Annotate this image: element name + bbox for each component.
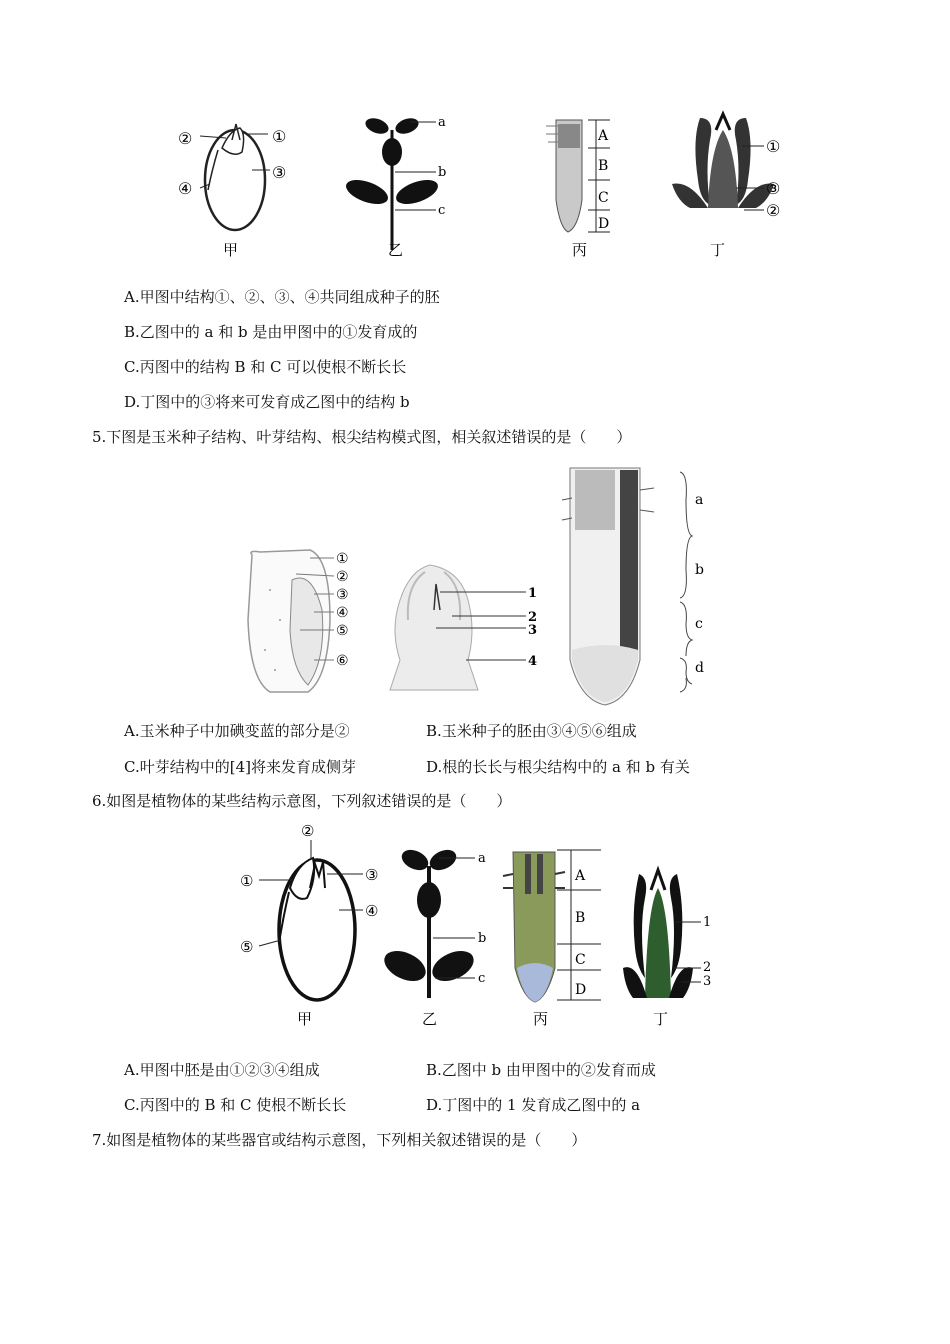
q6-seed-label-3: ③ — [365, 866, 379, 884]
q5-bud-label-4: 4 — [528, 654, 538, 669]
q6-root-label-B: B — [575, 910, 586, 926]
q6-caption-yi: 乙 — [422, 1010, 438, 1028]
bud-label-1: ① — [766, 137, 781, 156]
shoot-label-c: c — [438, 203, 446, 218]
root-label-C: C — [598, 190, 609, 206]
q6-seed-label-1: ① — [240, 872, 254, 890]
q6-caption-jia: 甲 — [297, 1010, 313, 1028]
shoot-diagram-q6 — [380, 846, 487, 998]
caption-bing: 丙 — [572, 241, 588, 259]
q6-option-a[interactable]: A.甲图中胚是由①②③④组成 — [124, 1061, 320, 1079]
bud-label-3: ③ — [766, 179, 781, 198]
q4-option-c[interactable]: C.丙图中的结构 B 和 C 可以使根不断长长 — [124, 358, 407, 376]
bean-seed-diagram — [178, 124, 286, 230]
root-label-D: D — [598, 216, 610, 232]
seed-label-3: ③ — [272, 163, 287, 182]
root-label-A: A — [598, 128, 609, 144]
corn-label-6: ⑥ — [336, 653, 349, 669]
q4-option-b[interactable]: B.乙图中的 a 和 b 是由甲图中的①发育成的 — [124, 323, 418, 341]
q6-shoot-label-c: c — [478, 971, 486, 986]
q5-root-label-a: a — [695, 492, 704, 508]
leaf-bud-diagram — [672, 114, 780, 220]
q6-root-label-C: C — [575, 952, 586, 968]
q6-shoot-label-a: a — [478, 851, 486, 866]
leaf-bud-diagram-q5 — [390, 565, 537, 690]
q6-seed-label-4: ④ — [365, 902, 379, 920]
corn-label-5: ⑤ — [336, 623, 349, 639]
q6-bud-label-1: 1 — [703, 915, 712, 930]
q6-option-d[interactable]: D.丁图中的 1 发育成乙图中的 a — [426, 1096, 641, 1114]
q6-option-b[interactable]: B.乙图中 b 由甲图中的②发育而成 — [426, 1061, 656, 1079]
q6-seed-label-2: ② — [301, 822, 315, 840]
shoot-diagram — [343, 115, 446, 250]
q5-bud-label-1: 1 — [528, 586, 538, 601]
leaf-bud-diagram-q6 — [623, 870, 711, 998]
root-tip-diagram-q6 — [503, 850, 601, 1002]
q6-root-label-D: D — [575, 982, 587, 998]
corn-seed-diagram — [248, 550, 349, 692]
q5-root-label-c: c — [695, 616, 703, 632]
shoot-label-a: a — [438, 115, 446, 130]
caption-ding: 丁 — [710, 241, 726, 259]
q4-option-d[interactable]: D.丁图中的③将来可发育成乙图中的结构 b — [124, 393, 410, 411]
corn-label-2: ② — [336, 569, 349, 585]
q6-bud-label-3: 3 — [703, 974, 712, 989]
q6-shoot-label-b: b — [478, 931, 487, 946]
q6-seed-label-5: ⑤ — [240, 938, 254, 956]
q5-root-label-b: b — [695, 562, 704, 578]
seed-label-4: ④ — [178, 179, 193, 198]
q6-bud-label-2: 2 — [703, 960, 712, 975]
corn-label-3: ③ — [336, 587, 349, 603]
q5-option-c[interactable]: C.叶芽结构中的[4]将来发育成侧芽 — [124, 758, 356, 776]
q6-caption-bing: 丙 — [533, 1010, 549, 1028]
corn-label-1: ① — [336, 551, 349, 567]
shoot-label-b: b — [438, 165, 447, 180]
q7-stem: 7.如图是植物体的某些器官或结构示意图，下列相关叙述错误的是（ ） — [92, 1131, 587, 1149]
root-tip-diagram-q5 — [562, 468, 704, 705]
q5-bud-label-3: 3 — [528, 623, 538, 638]
q5-stem: 5.下图是玉米种子结构、叶芽结构、根尖结构模式图，相关叙述错误的是（ ） — [92, 428, 632, 446]
bud-label-2: ② — [766, 201, 781, 220]
caption-yi: 乙 — [388, 241, 404, 259]
q6-root-label-A: A — [575, 868, 586, 884]
root-label-B: B — [598, 158, 609, 174]
seed-label-1: ① — [272, 127, 287, 146]
root-tip-diagram — [546, 120, 610, 232]
seed-label-2: ② — [178, 129, 193, 148]
bean-seed-diagram-q6 — [240, 822, 378, 1000]
q5-option-a[interactable]: A.玉米种子中加碘变蓝的部分是② — [124, 722, 350, 740]
caption-jia: 甲 — [223, 241, 239, 259]
q6-option-c[interactable]: C.丙图中的 B 和 C 使根不断长长 — [124, 1096, 347, 1114]
q5-root-label-d: d — [695, 660, 704, 676]
corn-label-4: ④ — [336, 605, 349, 621]
figure-1 — [170, 110, 790, 270]
q5-bud-label-2: 2 — [528, 610, 538, 625]
q6-caption-ding: 丁 — [653, 1010, 669, 1028]
q4-option-a[interactable]: A.甲图中结构①、②、③、④共同组成种子的胚 — [124, 288, 440, 306]
figure-q5 — [230, 460, 730, 710]
q6-stem: 6.如图是植物体的某些结构示意图，下列叙述错误的是（ ） — [92, 792, 512, 810]
q5-option-b[interactable]: B.玉米种子的胚由③④⑤⑥组成 — [426, 722, 637, 740]
q5-option-d[interactable]: D.根的长长与根尖结构中的 a 和 b 有关 — [426, 758, 690, 776]
figure-q6 — [235, 818, 725, 1033]
